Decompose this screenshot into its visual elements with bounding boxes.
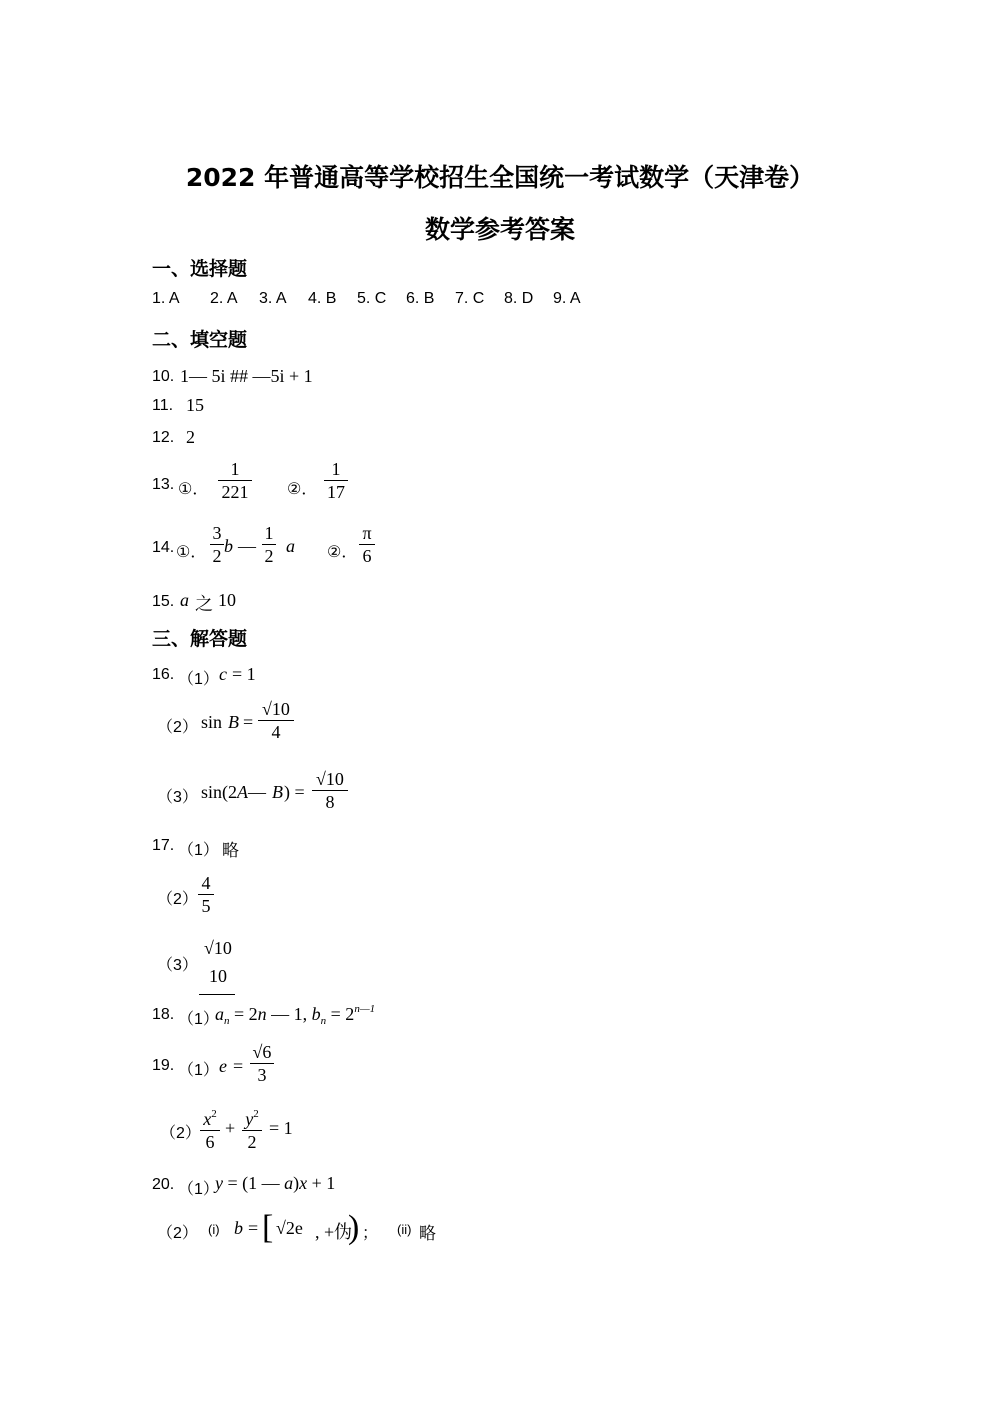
denominator: 6	[205, 1132, 215, 1152]
var-x: x	[299, 1173, 308, 1193]
numerator: √10	[204, 938, 232, 958]
var-a: a	[284, 1173, 294, 1193]
var-b: b	[311, 1004, 321, 1024]
var-a: a	[215, 1004, 224, 1024]
q16-part1-label: （1）	[178, 671, 219, 688]
q11-number: 11.	[152, 397, 174, 414]
q13-part1-label: ①．	[178, 481, 209, 498]
denominator: 4	[271, 722, 281, 742]
choice-answer: 9. A	[553, 290, 581, 307]
subpart-i-label: (i)	[208, 1222, 220, 1237]
page-title: 2022 年普通高等学校招生全国统一考试数学（天津卷）	[185, 163, 815, 192]
var-b: B	[228, 712, 239, 732]
q19-fraction-y	[242, 1104, 262, 1152]
q16-answer-1: = 1	[232, 664, 256, 684]
q12-answer: 2	[186, 427, 195, 447]
q13-fraction-2	[324, 459, 348, 502]
minus-sign: —	[238, 536, 256, 556]
choice-answer: 2. A	[210, 290, 238, 307]
q15-variable: a	[180, 590, 189, 610]
var-x: x	[203, 1109, 212, 1129]
numerator: √10	[262, 699, 290, 719]
q15-number: 15.	[152, 593, 175, 610]
q14-part2-label: ②．	[327, 544, 358, 561]
expr-open: = (1 —	[223, 1173, 285, 1193]
section-fill: 二、填空题	[152, 329, 248, 351]
q17-number: 17.	[152, 837, 175, 854]
q14-number: 14.	[152, 539, 175, 556]
minus-sign: —	[248, 782, 266, 802]
vector-a: a	[286, 536, 295, 556]
denominator: 3	[257, 1065, 267, 1085]
q17-answer-1: 略	[222, 841, 239, 861]
paren-close: )	[293, 1173, 300, 1193]
exponent: n—1	[354, 1003, 376, 1015]
q17-fraction-rule	[199, 994, 235, 995]
q19-equals-one: = 1	[269, 1118, 293, 1138]
section-choice: 一、选择题	[152, 258, 248, 280]
q10-answer: 1— 5i ## —5i + 1	[180, 366, 313, 386]
q14-fraction-2	[262, 523, 276, 566]
var-n: n	[257, 1004, 267, 1024]
numerator: √10	[316, 769, 344, 789]
denominator: 2	[264, 546, 274, 566]
section-solve: 三、解答题	[152, 628, 248, 650]
q15-value: 10	[218, 590, 236, 610]
equals: =	[243, 712, 254, 732]
denominator: 6	[362, 546, 372, 566]
denominator: 10	[209, 966, 227, 986]
plus-infinity: , +伪	[315, 1222, 353, 1242]
sqrt-2e: √2e	[276, 1218, 303, 1238]
q16-fraction-2	[258, 699, 294, 742]
numerator	[200, 1104, 220, 1129]
numerator: 4	[201, 873, 211, 893]
semicolon: ；	[362, 1225, 379, 1242]
denominator: 2	[212, 546, 222, 566]
equals: =	[248, 1218, 259, 1238]
left-bracket: [	[262, 1209, 274, 1246]
q13-number: 13.	[152, 476, 175, 493]
q19-fraction-1	[250, 1042, 274, 1085]
var-a: A	[237, 782, 248, 802]
q19-number: 19.	[152, 1057, 175, 1074]
q19-part1-label: （1）	[178, 1062, 219, 1079]
numerator: 1	[331, 459, 341, 479]
interval-expression	[262, 1209, 362, 1248]
equals: =	[233, 1056, 244, 1076]
subpart-ii-label: (ii)	[397, 1222, 412, 1237]
q14-fraction-1	[210, 523, 224, 566]
q11-answer: 15	[186, 395, 204, 415]
denominator: 5	[201, 896, 211, 916]
q20-answer-1	[215, 1173, 335, 1194]
numerator: 1	[230, 459, 240, 479]
choice-answer: 5. C	[357, 290, 387, 307]
numerator: π	[362, 523, 372, 543]
var-b: B	[272, 782, 283, 802]
q16-fraction-3	[312, 769, 348, 812]
q18-number: 18.	[152, 1006, 175, 1023]
numerator	[242, 1104, 262, 1129]
q16-var-c: c	[219, 664, 227, 684]
denominator: 8	[325, 792, 335, 812]
var-y: y	[215, 1173, 223, 1193]
choice-answer: 4. B	[308, 290, 337, 307]
vector-b: b	[224, 536, 233, 556]
page-subtitle: 数学参考答案	[424, 215, 575, 244]
q12-number: 12.	[152, 429, 175, 446]
q19-fraction-x	[200, 1104, 220, 1152]
q16-part2-label: （2）	[157, 719, 198, 736]
q18-answer	[215, 1003, 375, 1027]
subscript-n: n	[320, 1015, 327, 1027]
q16-number: 16.	[152, 666, 175, 683]
q17-fraction-3	[200, 934, 236, 990]
numerator: 1	[264, 523, 274, 543]
q13-fraction-1	[218, 459, 252, 502]
plus-sign: +	[225, 1118, 236, 1138]
denominator: 221	[221, 482, 249, 502]
q18-part1-label: （1）	[178, 1011, 219, 1028]
exponent: 2	[253, 1108, 259, 1120]
q16-part3-label: （3）	[157, 789, 198, 806]
choice-answer: 7. C	[455, 290, 485, 307]
q17-part2-label: （2）	[157, 891, 198, 908]
q15-mid: 之	[195, 594, 213, 615]
right-bracket: )	[348, 1209, 360, 1246]
sin-label: sin	[201, 712, 223, 732]
q20-number: 20.	[152, 1176, 175, 1193]
q14-part1-label: ①．	[176, 544, 207, 561]
subpart-ii-answer: 略	[419, 1224, 436, 1244]
sin-open: sin(2	[201, 782, 237, 802]
var-y: y	[245, 1109, 254, 1129]
q14-fraction-3	[359, 523, 375, 566]
equals-2: = 2	[326, 1004, 355, 1024]
choice-answer: 3. A	[259, 290, 287, 307]
choice-answer: 8. D	[504, 290, 534, 307]
subscript-n: n	[224, 1015, 230, 1027]
q20-part2-label: （2）	[157, 1225, 198, 1242]
denominator: 17	[327, 482, 345, 502]
close-equals: ) =	[284, 782, 305, 802]
exponent: 2	[211, 1108, 217, 1120]
q13-part2-label: ②．	[287, 481, 318, 498]
minus-1: — 1,	[266, 1004, 312, 1024]
q10-number: 10.	[152, 368, 175, 385]
var-e: e	[219, 1056, 227, 1076]
equals-2: = 2	[229, 1004, 258, 1024]
numerator: 3	[212, 523, 222, 543]
var-b: b	[234, 1218, 243, 1238]
q17-part1-label: （1）	[178, 842, 219, 859]
q17-part3-label: （3）	[157, 957, 198, 974]
q17-fraction-2	[198, 873, 214, 916]
denominator: 2	[247, 1132, 257, 1152]
q20-part1-label: （1）	[178, 1181, 219, 1198]
q19-part2-label: （2）	[160, 1125, 201, 1142]
plus-one: + 1	[307, 1173, 336, 1193]
choice-answer: 1. A	[152, 290, 180, 307]
choice-answer: 6. B	[406, 290, 435, 307]
numerator: √6	[252, 1042, 272, 1062]
